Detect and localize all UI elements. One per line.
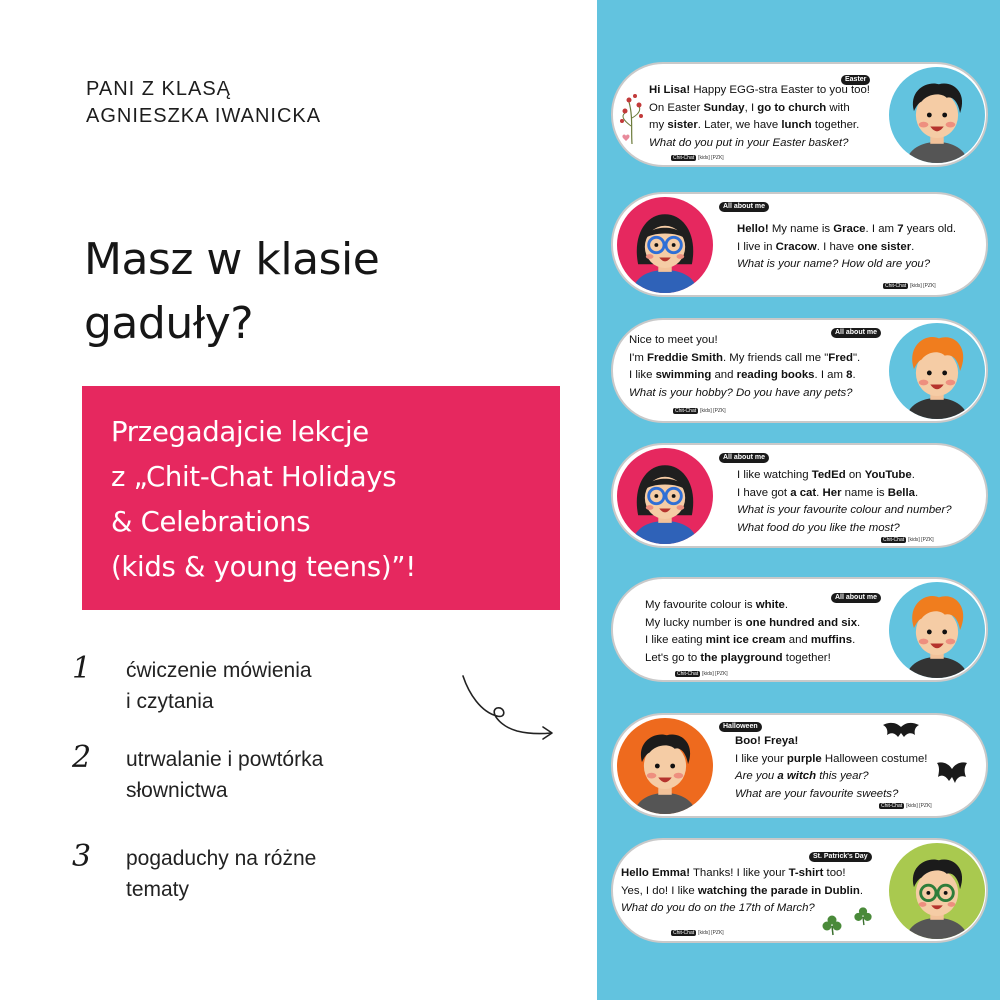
promo-line-1: Przegadajcie lekcje — [111, 416, 369, 448]
feature-2-line-2: słownictwa — [126, 779, 228, 802]
headline-line-1: Masz w klasie — [84, 234, 380, 285]
card-line: Hi Lisa! Happy EGG-stra Easter to you too! — [649, 84, 870, 96]
card-tag: All about me — [831, 328, 881, 338]
card-tag: All about me — [831, 593, 881, 603]
card-tag: All about me — [719, 202, 769, 212]
card-line: Let's go to the playground together! — [645, 651, 831, 664]
card-line: I like your purple Halloween costume! — [735, 752, 928, 765]
card-text — [645, 597, 860, 667]
flower-icon — [617, 86, 647, 146]
card-line: What do you do on the 17th of March? — [621, 902, 815, 914]
card-line: Hello! My name is Grace. I am 7 years old. — [737, 223, 957, 235]
boy-red-hair-icon — [889, 582, 985, 678]
feature-1-line-2: i czytania — [126, 690, 214, 713]
card-line: Boo! Freya! — [735, 735, 799, 747]
card-line: Nice to meet you! — [629, 334, 718, 346]
card-text — [735, 733, 927, 803]
feature-number-3: 3 — [72, 839, 92, 874]
card-line: What food do you like the most? — [737, 521, 900, 534]
card-text — [621, 865, 863, 918]
boy-glasses-icon — [889, 843, 985, 939]
card-text — [737, 467, 952, 537]
card-tag: Easter — [841, 75, 870, 85]
promo-line-2: z „Chit-Chat Holidays — [111, 461, 397, 493]
card-line: My lucky number is one hundred and six. — [645, 616, 861, 629]
card-line: Are you a witch this year? — [735, 770, 869, 782]
author-line-2: AGNIESZKA IWANICKA — [86, 105, 322, 127]
chat-card-grace — [611, 192, 988, 297]
card-footer: Chit-Chat [kids] [PZK] — [885, 283, 936, 289]
card-tag: All about me — [719, 453, 769, 463]
card-line: What is your name? How old are you? — [737, 258, 931, 270]
card-tag: St. Patrick's Day — [809, 852, 872, 862]
card-footer: Chit-Chat [kids] [PZK] — [883, 537, 934, 543]
card-line: On Easter Sunday, I go to church with — [649, 101, 850, 114]
chat-card-st-patricks — [611, 838, 988, 943]
feature-3-line-1: pogaduchy na różne — [126, 847, 317, 870]
card-footer: Chit-Chat [kids] [PZK] — [673, 930, 724, 936]
curly-arrow-icon — [455, 664, 560, 744]
card-line: What is your hobby? Do you have any pets? — [629, 386, 853, 399]
promo-line-4: (kids & young teens)”! — [111, 551, 416, 583]
card-footer: Chit-Chat [kids] [PZK] — [673, 155, 724, 161]
avatar-girl-glasses — [617, 448, 713, 544]
avatar-boy-glasses — [889, 843, 985, 939]
card-text — [629, 332, 860, 402]
feature-text-2 — [126, 744, 323, 806]
card-line: I like eating mint ice cream and muffins. — [645, 634, 856, 646]
author-name — [86, 76, 321, 130]
headline — [84, 228, 554, 356]
card-line: Hello Emma! Thanks! I like your T-shirt too! — [621, 867, 846, 879]
feature-number-2: 2 — [72, 740, 92, 775]
bat-icon — [935, 759, 969, 789]
avatar-boy-red-hair — [889, 582, 985, 678]
card-line: What are your favourite sweets? — [735, 787, 899, 800]
card-footer: Chit-Chat [kids] [PZK] — [677, 671, 728, 677]
promo-box — [82, 386, 560, 610]
card-text — [649, 82, 870, 152]
card-line: I have got a cat. Her name is Bella. — [737, 486, 919, 499]
card-line: What do you put in your Easter basket? — [649, 136, 849, 149]
boy-avatar-icon — [889, 67, 985, 163]
feature-text-1 — [126, 655, 312, 717]
shamrock-icon — [821, 914, 843, 936]
headline-line-2: gaduły? — [84, 298, 254, 349]
girl-avatar-icon — [617, 197, 713, 293]
avatar-boy-red-hair — [889, 323, 985, 419]
chat-card-easter — [611, 62, 988, 167]
chat-card-halloween — [611, 713, 988, 818]
chat-card-girl-youtube — [611, 443, 988, 548]
girl-avatar-icon — [617, 448, 713, 544]
avatar-girl-glasses — [617, 197, 713, 293]
feature-1-line-1: ćwiczenie mówienia — [126, 659, 312, 682]
card-line: My favourite colour is white. — [645, 599, 789, 611]
feature-text-3 — [126, 843, 316, 905]
boy-avatar-icon — [617, 718, 713, 814]
card-footer: Chit-Chat [kids] [PZK] — [881, 803, 932, 809]
feature-2-line-1: utrwalanie i powtórka — [126, 748, 324, 771]
card-tag: Halloween — [719, 722, 762, 732]
boy-red-hair-icon — [889, 323, 985, 419]
avatar-boy-dark-hair — [889, 67, 985, 163]
bat-icon — [881, 719, 921, 743]
card-line: What is your favourite colour and number? — [737, 504, 952, 516]
card-line: I live in Cracow. I have one sister. — [737, 240, 915, 253]
chat-card-favourites — [611, 577, 988, 682]
card-line: I like swimming and reading books. I am 8. — [629, 369, 856, 381]
card-footer: Chit-Chat [kids] [PZK] — [675, 408, 726, 414]
chat-card-freddie — [611, 318, 988, 423]
card-line: I like watching TedEd on YouTube. — [737, 469, 915, 481]
feature-number-1: 1 — [72, 651, 92, 686]
card-text — [737, 221, 956, 274]
promo-line-3: & Celebrations — [111, 506, 311, 538]
card-line: my sister. Later, we have lunch together. — [649, 119, 860, 131]
card-line: Yes, I do! I like watching the parade in Dublin. — [621, 884, 864, 897]
card-line: I'm Freddie Smith. My friends call me "Fred". — [629, 351, 861, 364]
shamrock-icon — [853, 906, 873, 926]
avatar-boy-dark-hair — [617, 718, 713, 814]
author-line-1: PANI Z KLASĄ — [86, 78, 232, 100]
feature-3-line-2: tematy — [126, 878, 190, 901]
